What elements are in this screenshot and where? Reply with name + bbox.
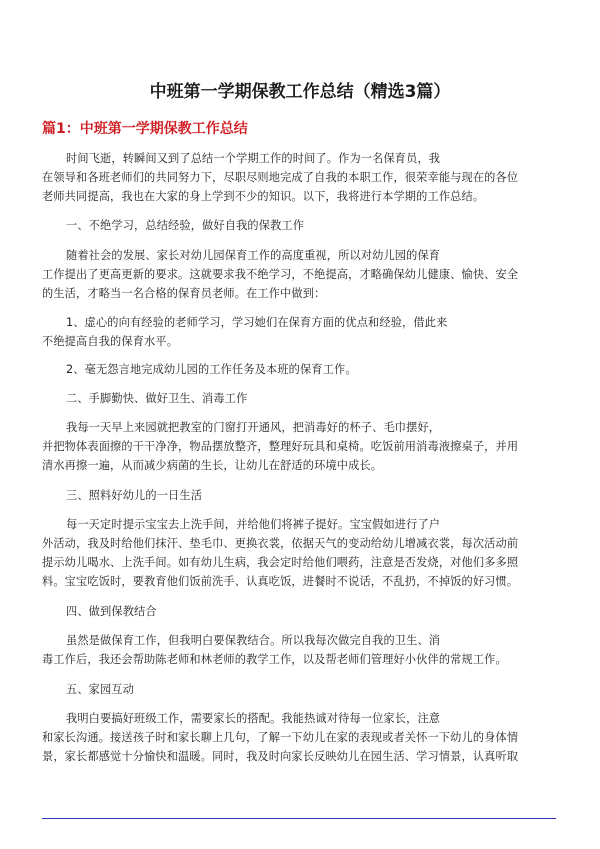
intro-line-2: 在领导和各班老师们的共同努力下，尽职尽则地完成了自我的本职工作，很荣幸能与现在的各位 [42, 171, 519, 184]
p1-line-3: 的生活，才略当一名合格的保育员老师。在工作中做到： [42, 287, 326, 300]
heading-2: 二、手脚勤快、做好卫生、消毒工作 [66, 392, 248, 405]
p5-line-2: 和家长沟通。接送孩子时和家长聊上几句，了解一下幼儿在家的表现或者关怀一下幼儿的身体情 [42, 731, 519, 744]
p1-item1-line-1: 1、虚心的向有经验的老师学习，学习她们在保育方面的优点和经验，借此来 [66, 316, 448, 329]
footer-divider [42, 818, 556, 819]
p1-item1-line-2: 不绝提高自我的保育水平。 [42, 335, 179, 348]
intro-line-1: 时间飞逝，转瞬间又到了总结一个学期工作的时间了。作为一名保育员，我 [66, 152, 441, 165]
p5-line-1: 我明白要搞好班级工作，需要家长的搭配。我能热诚对待每一位家长，注意 [66, 712, 441, 725]
p4-line-2: 毒工作后，我还会帮助陈老师和林老师的教学工作，以及帮老师们管理好小伙伴的常规工作。 [42, 653, 507, 666]
heading-4: 四、做到保教结合 [66, 605, 157, 618]
p3-line-4: 料。宝宝吃饭时，要教育他们饭前洗手、认真吃饭，进餐时不说话，不乱扔，不掉饭的好习惯。 [42, 575, 519, 588]
heading-5: 五、家园互动 [66, 683, 135, 696]
p3-line-3: 提示幼儿喝水、上洗手间。如有幼儿生病，我会定时给他们喂药，注意是否发烧，对他们多多照 [42, 556, 519, 569]
p1-line-2: 工作提出了更高更新的要求。这就要求我不绝学习，不绝提高，才略确保幼儿健康、愉快、安全 [42, 268, 519, 281]
heading-1: 一、不绝学习，总结经验，做好自我的保教工作 [66, 219, 305, 232]
p1-item2: 2、毫无怨言地完成幼儿园的工作任务及本班的保育工作。 [66, 363, 357, 376]
p2-line-3: 清水再擦一遍，从而减少病菌的生长，让幼儿在舒适的环境中成长。 [42, 459, 383, 472]
section-heading: 篇1：中班第一学期保教工作总结 [42, 121, 248, 137]
document-title: 中班第一学期保教工作总结（精选3篇） [149, 82, 451, 102]
p5-line-3: 景，家长都感觉十分愉快和温暖。同时，我及时向家长反映幼儿在园生活、学习情景，认真听取 [42, 750, 519, 763]
p2-line-2: 并把物体表面擦的干干净净，物品摆放整齐，整理好玩具和桌椅。吃饭前用消毒液擦桌子，并用 [42, 440, 519, 453]
p3-line-2: 外活动，我及时给他们抹汗、垫毛巾、更换衣裳，依据天气的变动给幼儿增减衣裳，每次活动前 [42, 537, 519, 550]
p4-line-1: 虽然是做保育工作，但我明白要保教结合。所以我每次做完自我的卫生、消 [66, 634, 441, 647]
heading-3: 三、照料好幼儿的一日生活 [66, 489, 203, 502]
p3-line-1: 每一天定时提示宝宝去上洗手间，并给他们将裤子提好。宝宝假如进行了户 [66, 518, 441, 531]
p2-line-1: 我每一天早上来园就把教室的门窗打开通风，把消毒好的杯子、毛巾摆好， [66, 421, 441, 434]
p1-line-1: 随着社会的发展、家长对幼儿园保育工作的高度重视，所以对幼儿园的保育 [66, 249, 441, 262]
intro-line-3: 老师共同提高，我也在大家的身上学到不少的知识。以下，我将进行本学期的工作总结。 [42, 190, 485, 203]
